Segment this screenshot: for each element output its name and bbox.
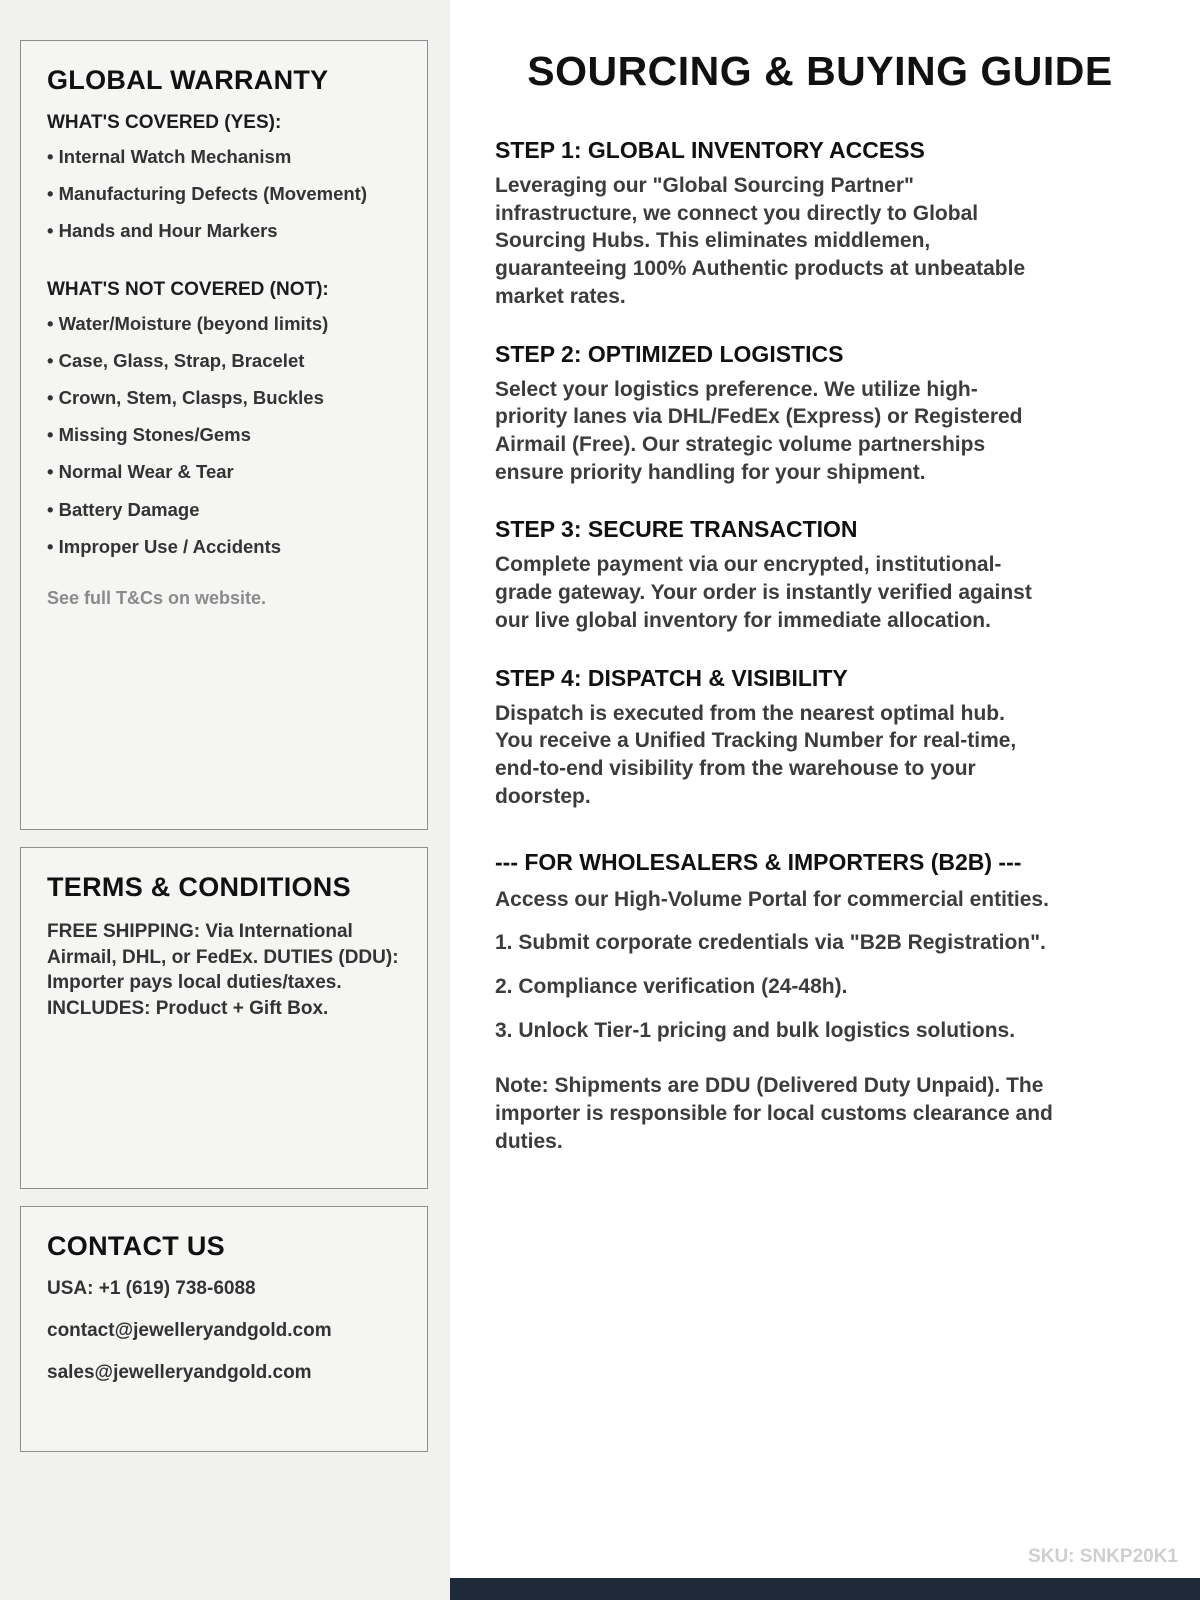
covered-item: • Internal Watch Mechanism [47,146,401,168]
sales-email-link[interactable]: sales@jewelleryandgold.com [47,1362,312,1383]
contact-panel [20,1206,428,1452]
terms-panel [20,847,428,1189]
contact-email-link[interactable]: contact@jewelleryandgold.com [47,1320,332,1341]
step-body: Leveraging our "Global Sourcing Partner" infrastructure, we connect you directly to Global Sourcing Hubs. This eliminates middlemen, guaranteeing 100% Authentic products at unbeatable market rates. [495,174,1026,308]
b2b-note: Note: Shipments are DDU (Delivered Duty Unpaid). The importer is responsible for local customs clearance and duties. [495,1074,1053,1153]
step-body: Complete payment via our encrypted, institutional-grade gateway. Your order is instantly verified against our live global inventory for immediate allocation. [495,553,1032,632]
contact-phone: USA: +1 (619) 738-6088 [47,1278,256,1299]
step-heading: STEP 3: SECURE TRANSACTION [495,516,858,543]
not-covered-heading: WHAT'S NOT COVERED (NOT): [47,278,329,300]
not-covered-item: • Water/Moisture (beyond limits) [47,313,401,335]
not-covered-item: • Normal Wear & Tear [47,461,401,483]
terms-body: FREE SHIPPING: Via International Airmail, DHL, or FedEx. DUTIES (DDU): Importer pays local duties/taxes. INCLUDES: Product + Gift Box. [47,921,399,1019]
b2b-heading: --- FOR WHOLESALERS & IMPORTERS (B2B) --- [495,848,1022,875]
b2b-item: 3. Unlock Tier-1 pricing and bulk logistics solutions. [495,1018,1016,1042]
not-covered-item: • Battery Damage [47,499,401,521]
step-heading: STEP 1: GLOBAL INVENTORY ACCESS [495,137,925,163]
step-section-2 [495,341,1145,487]
b2b-section [495,849,1145,1156]
not-covered-item: • Missing Stones/Gems [47,424,401,446]
step-section-4 [495,665,1145,811]
warranty-title: GLOBAL WARRANTY [47,65,329,95]
step-heading: STEP 2: OPTIMIZED LOGISTICS [495,340,844,367]
not-covered-item: • Crown, Stem, Clasps, Buckles [47,387,401,409]
warranty-footnote: See full T&Cs on website. [47,587,267,608]
sidebar [0,0,450,1600]
step-section-3 [495,516,1145,634]
b2b-item: 1. Submit corporate credentials via "B2B Registration". [495,931,1046,955]
step-body: Select your logistics preference. We utilize high-priority lanes via DHL/FedEx (Express) or Registered Airmail (Free). Our strategic volume partnerships ensure priority handling for your shipment. [495,377,1023,484]
covered-item: • Hands and Hour Markers [47,220,401,242]
b2b-intro: Access our High-Volume Portal for commercial entities. [495,887,1049,911]
not-covered-item: • Case, Glass, Strap, Bracelet [47,350,401,372]
page-title: SOURCING & BUYING GUIDE [527,48,1113,94]
covered-list [47,146,401,243]
not-covered-item: • Improper Use / Accidents [47,536,401,558]
contact-title: CONTACT US [47,1231,225,1261]
step-section-1 [495,137,1145,311]
not-covered-list [47,313,401,558]
b2b-item: 2. Compliance verification (24-48h). [495,974,848,998]
step-heading: STEP 4: DISPATCH & VISIBILITY [495,664,848,691]
footer-bar [450,1578,1200,1600]
covered-item: • Manufacturing Defects (Movement) [47,183,401,205]
step-body: Dispatch is executed from the nearest optimal hub. You receive a Unified Tracking Number for real-time, end-to-end visibility from the warehouse to your doorstep. [495,701,1017,808]
terms-title: TERMS & CONDITIONS [47,872,351,902]
warranty-panel [20,40,428,830]
covered-heading: WHAT'S COVERED (YES): [47,112,282,133]
main-content [450,0,1200,1600]
sku-label: SKU: SNKP20K1 [1028,1546,1178,1567]
